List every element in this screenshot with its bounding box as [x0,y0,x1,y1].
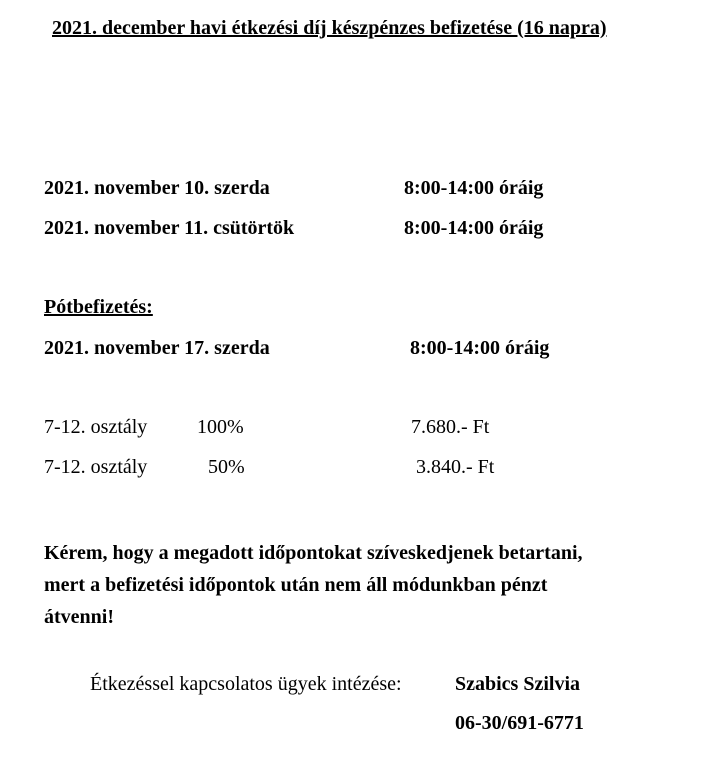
fee-row-2-percent: 50% [208,456,245,478]
contact-phone: 06-30/691-6771 [455,712,584,734]
schedule-row-2-time: 8:00-14:00 óráig [404,217,544,239]
notice-line-2: mert a befizetési időpontok után nem áll módunkban pénzt [44,574,548,596]
schedule-row-1-time: 8:00-14:00 óráig [404,177,544,199]
notice-line-3: átvenni! [44,606,114,628]
fee-row-1-percent: 100% [197,416,244,438]
schedule-row-2-date: 2021. november 11. csütörtök [44,217,295,239]
page-title: 2021. december havi étkezési díj készpénzes befizetése (16 napra) [52,17,607,39]
contact-name: Szabics Szilvia [455,673,581,695]
fee-row-1-class: 7-12. osztály [44,416,148,438]
fee-row-1-amount: 7.680.- Ft [411,416,490,438]
schedule-row-1-date: 2021. november 10. szerda [44,177,270,199]
supplementary-time: 8:00-14:00 óráig [410,337,550,359]
notice-paragraph [44,537,704,633]
fee-row-2-class: 7-12. osztály [44,456,148,478]
supplementary-heading: Pótbefizetés: [44,296,153,318]
notice-line-1: Kérem, hogy a megadott időpontokat szíveskedjenek betartani, [44,542,583,564]
supplementary-date: 2021. november 17. szerda [44,337,270,359]
contact-label: Étkezéssel kapcsolatos ügyek intézése: [90,673,402,695]
fee-row-2-amount: 3.840.- Ft [416,456,495,478]
